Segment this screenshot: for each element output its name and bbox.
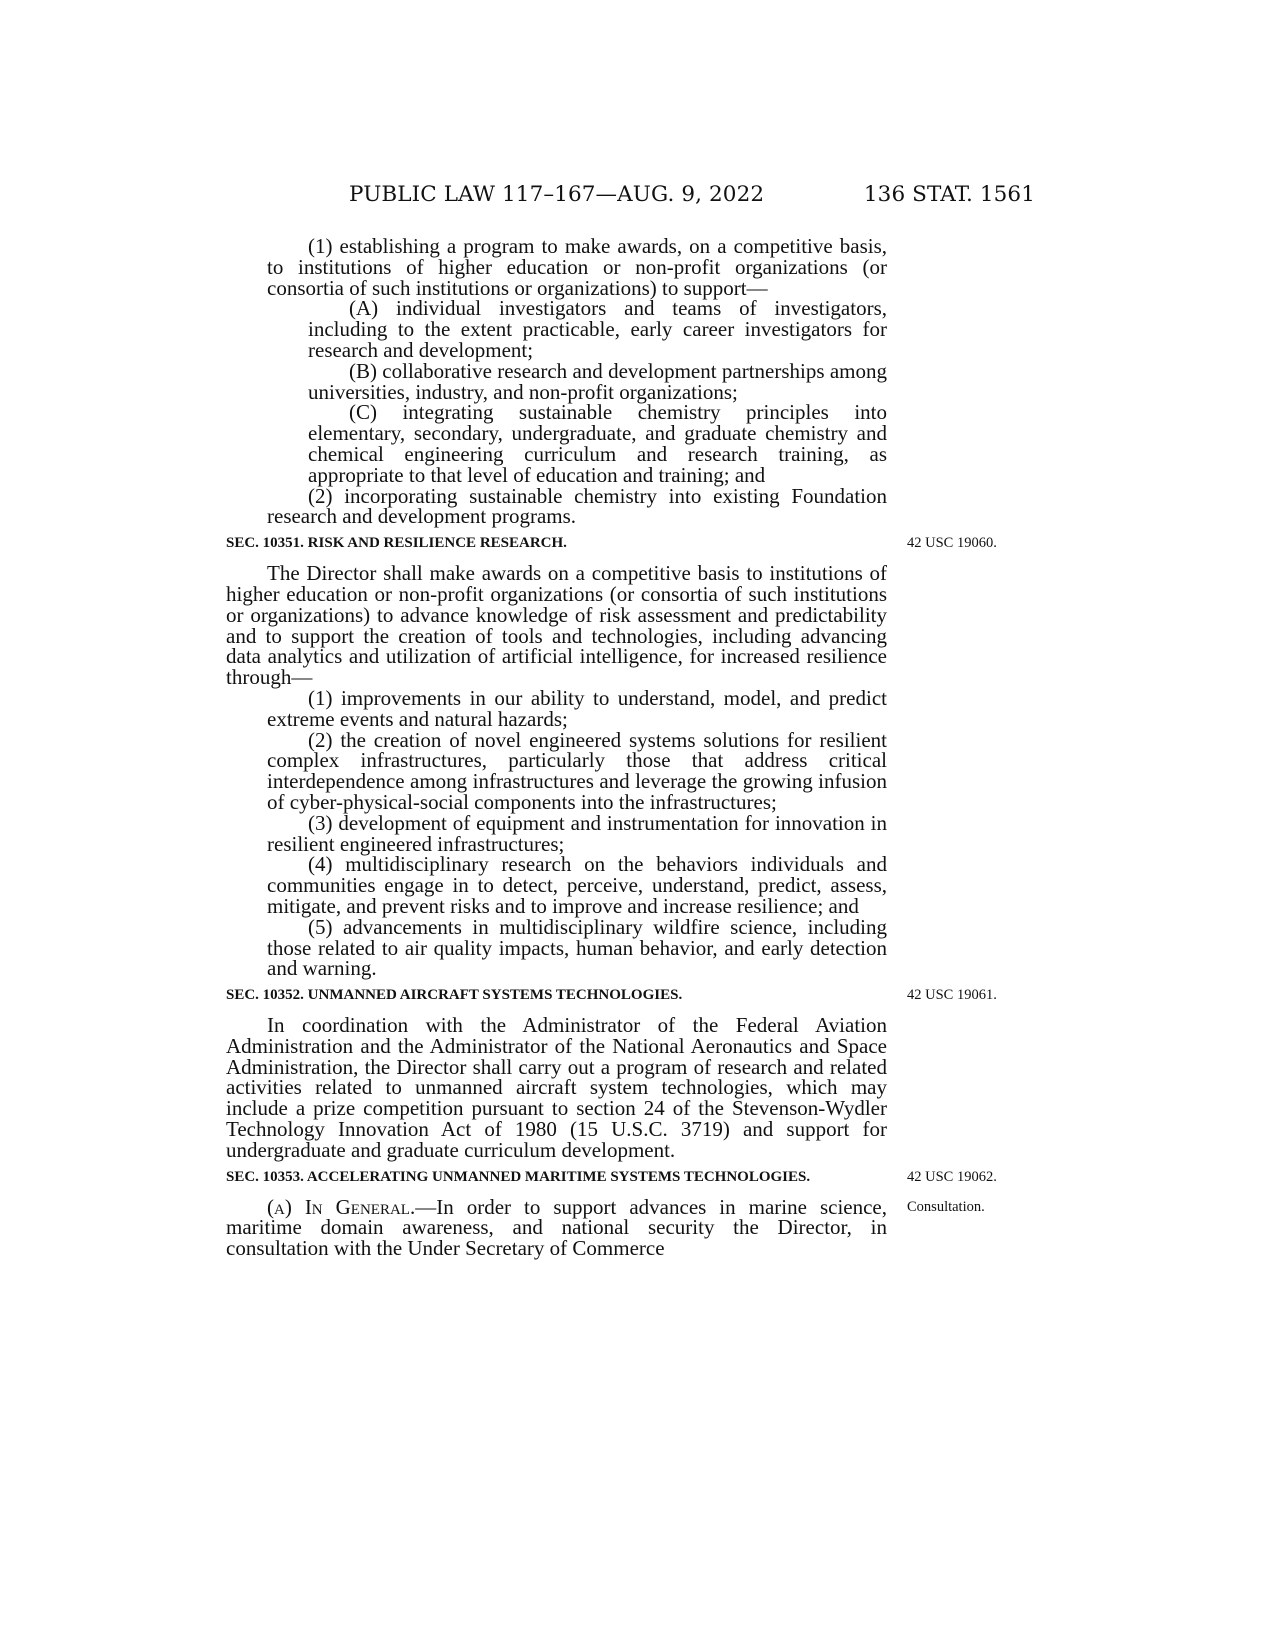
paragraph-item-1: (1) establishing a program to make awards, on a competitive basis, to institutions of higher education or non-profit organizations (or consortia of such institutions or organizations) to support— xyxy=(267,234,887,300)
stat-page-number: 136 STAT. 1561 xyxy=(863,182,1035,207)
section-title: SEC. 10352. UNMANNED AIRCRAFT SYSTEMS TECHNOLOGIES. xyxy=(226,987,683,1004)
usc-citation-note: 42 USC 19062. xyxy=(907,1168,997,1185)
section-10353-subsection-a xyxy=(226,1194,985,1261)
section-10351-item-1: (1) improvements in our ability to understand, model, and predict extreme events and natural hazards; xyxy=(267,685,887,731)
section-10351-item-5: (5) advancements in multidisciplinary wildfire science, including those related to air quality impacts, human behavior, and early detection and warning. xyxy=(267,914,887,981)
paragraph-item-A: (A) individual investigators and teams of investigators, including to the extent practicable, early career investigators for research and development; xyxy=(308,296,887,362)
section-heading-10352 xyxy=(226,985,997,1005)
usc-citation-note: 42 USC 19061. xyxy=(907,987,997,1004)
section-10351-item-2: (2) the creation of novel engineered systems solutions for resilient complex infrastructures, particularly those that address critical interdependence among infrastructures and leverage the growing infusion of cyber-physical-social components into the infrastructures; xyxy=(267,727,887,814)
public-law-title: PUBLIC LAW 117–167—AUG. 9, 2022 xyxy=(349,182,765,207)
paragraph-item-B: (B) collaborative research and development partnerships among universities, industry, and non-profit organizations; xyxy=(308,358,887,404)
paragraph-item-2: (2) incorporating sustainable chemistry into existing Foundation research and development programs. xyxy=(267,483,887,529)
usc-citation-note: 42 USC 19060. xyxy=(907,535,997,552)
subsection-a-text: —In order to support advances in marine science, maritime domain awareness, and national security the Director, in consultation with the Under Secretary of Commerce xyxy=(226,1194,887,1261)
section-title: SEC. 10353. ACCELERATING UNMANNED MARITIME SYSTEMS TECHNOLOGIES. xyxy=(226,1168,811,1185)
section-10351-intro: The Director shall make awards on a competitive basis to institutions of higher education or non-profit organizations (or consortia of such institutions or organizations) to advance knowledge of risk assessment and predictability and to support the creation of tools and technologies, including advancing data analytics and utilization of artificial intelligence, for increased resilience through— xyxy=(226,561,887,690)
section-10352-text: In coordination with the Administrator of the Federal Aviation Administration and the Administrator of the National Aeronautics and Space Administration, the Director shall carry out a program of research and related activities related to unmanned aircraft system technologies, which may include a prize competition pursuant to section 24 of the Stevenson-Wydler Technology Innovation Act of 1980 (15 U.S.C. 3719) and support for undergraduate and graduate curriculum development. xyxy=(226,1013,887,1162)
document-body xyxy=(226,234,997,1261)
section-10351-item-3: (3) development of equipment and instrumentation for innovation in resilient engineered infrastructures; xyxy=(267,810,887,856)
section-title: SEC. 10351. RISK AND RESILIENCE RESEARCH. xyxy=(226,535,567,552)
consultation-note: Consultation. xyxy=(907,1198,985,1215)
section-heading-10353 xyxy=(226,1167,997,1187)
subsection-a-label: (a) In General. xyxy=(267,1194,416,1219)
paragraph-item-C: (C) integrating sustainable chemistry principles into elementary, secondary, undergraduate, and graduate chemistry and chemical engineering curriculum and research training, as appropriate to that level of education and training; and xyxy=(308,400,887,487)
running-header xyxy=(349,182,1035,214)
section-10351-item-4: (4) multidisciplinary research on the behaviors individuals and communities engage in to detect, perceive, understand, predict, assess, mitigate, and prevent risks and to improve and increase resilience; and xyxy=(267,852,887,918)
section-heading-10351 xyxy=(226,533,997,553)
